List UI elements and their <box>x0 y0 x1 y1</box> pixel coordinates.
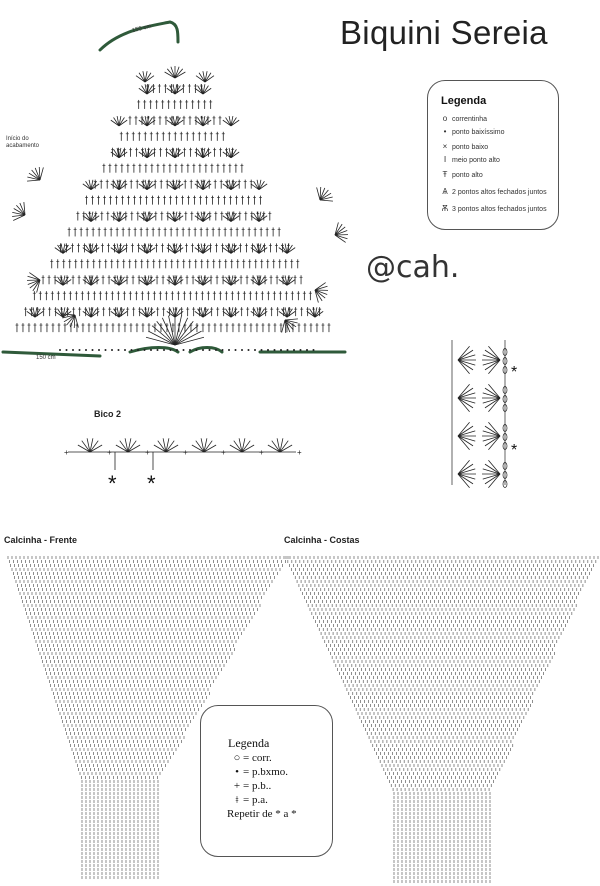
legend-bottom-item: ǂ = p.a. <box>231 794 268 806</box>
svg-text:+: + <box>64 448 69 457</box>
legend-top-item: Ѧ 2 pontos altos fechados juntos <box>438 187 547 196</box>
legend-top-item: • ponto baixíssimo <box>438 127 505 136</box>
chain-stitch-icon: ○ <box>233 752 241 764</box>
svg-text:+: + <box>259 448 264 457</box>
half-double-crochet-icon: Ⅰ <box>443 155 447 164</box>
bico-edge-chart <box>64 438 302 470</box>
legend-top-item: Ⅰ meio ponto alto <box>438 155 500 164</box>
legend-top-item: × ponto baixo <box>438 142 488 151</box>
repeat-instruction: Repetir de * a * <box>227 808 297 820</box>
legend-top-item: Ѫ 3 pontos altos fechados juntos <box>438 204 547 213</box>
bico-label: Bico 2 <box>94 409 122 419</box>
slip-stitch-icon: • <box>443 127 447 136</box>
legend-top-item: o correntinha <box>438 114 487 123</box>
legend-top-heading: Legenda <box>441 95 487 107</box>
svg-text:+: + <box>107 448 112 457</box>
svg-text:+: + <box>297 448 302 457</box>
svg-text:+: + <box>183 448 188 457</box>
start-label-line1: Início do <box>6 136 29 142</box>
svg-text:+: + <box>221 448 226 457</box>
top-cord-label: 150 cm <box>131 23 153 35</box>
star-marker: * <box>511 364 518 381</box>
page-title: Biquini Sereia <box>340 14 548 51</box>
legend-bottom-item: • = p.bxmo. <box>231 766 288 778</box>
dc2tog-icon: Ѧ <box>442 187 448 196</box>
star-marker: * <box>147 471 156 496</box>
dc3tog-icon: Ѫ <box>441 204 449 213</box>
watermark: @cah. <box>366 250 460 285</box>
legend-top-item: Ŧ ponto alto <box>438 170 483 179</box>
double-crochet-icon: ǂ <box>235 794 239 806</box>
legend-bottom-heading: Legenda <box>228 736 270 750</box>
legend-bottom-item: + = p.b.. <box>231 780 271 792</box>
top-bra-chart <box>12 66 348 351</box>
chain-stitch-icon: o <box>442 114 448 123</box>
legend-top <box>427 80 559 230</box>
front-panty-label: Calcinha - Frente <box>4 535 78 545</box>
legend-bottom <box>200 705 333 857</box>
start-label-line2: acabamento <box>6 143 40 149</box>
back-panty-label: Calcinha - Costas <box>284 535 360 545</box>
double-crochet-icon: Ŧ <box>442 170 448 179</box>
svg-text:+: + <box>145 448 150 457</box>
slip-stitch-icon: • <box>235 766 239 778</box>
legend-bottom-item: ○ = corr. <box>231 752 272 764</box>
single-crochet-icon: + <box>233 780 241 792</box>
bottom-cord-label: 150 cm <box>36 355 56 361</box>
star-marker: * <box>511 442 518 459</box>
star-marker: * <box>108 471 117 496</box>
edge-strip-chart <box>452 340 507 488</box>
single-crochet-icon: × <box>442 142 448 151</box>
